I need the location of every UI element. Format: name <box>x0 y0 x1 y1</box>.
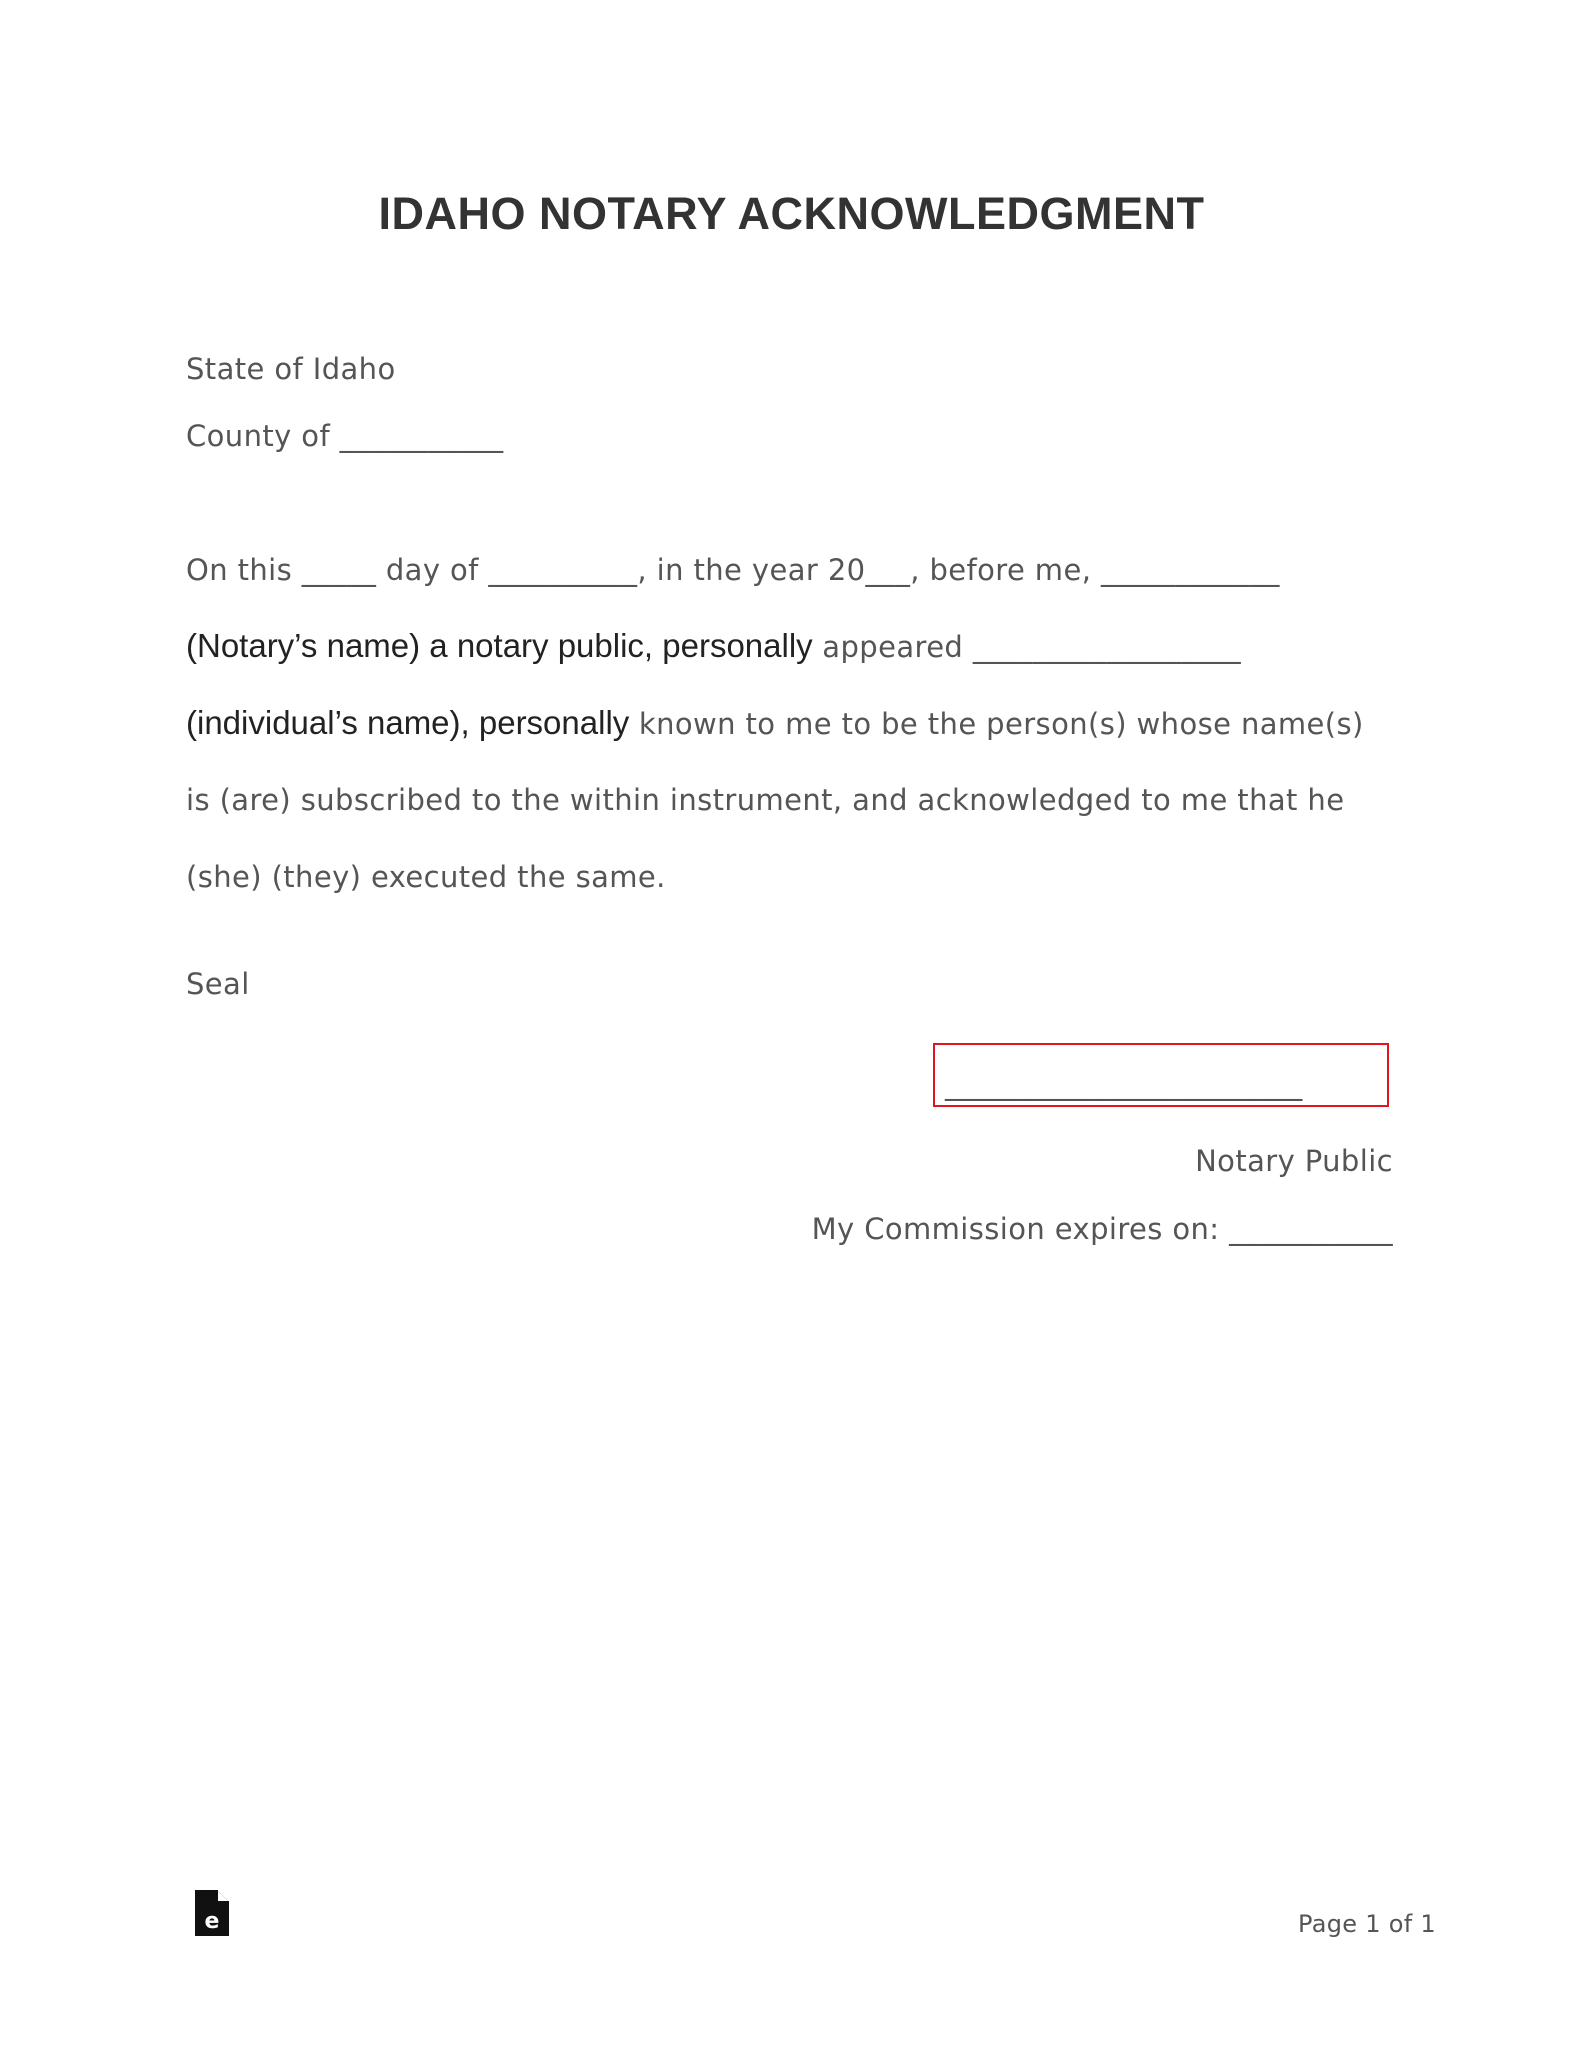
seal-label: Seal <box>186 967 250 1001</box>
appeared-text: appeared __________________ <box>812 630 1242 664</box>
state-line: State of Idaho <box>186 352 396 386</box>
body-line-4: is (are) subscribed to the within instrument, and acknowledged to me that he <box>186 783 1345 817</box>
commission-line: My Commission expires on: ___________ <box>811 1212 1393 1246</box>
eforms-logo-icon <box>193 1888 231 1938</box>
svg-text:e: e <box>204 1909 220 1934</box>
known-text: known to me to be the person(s) whose name(s) <box>629 707 1364 741</box>
body-line-3 <box>186 704 1364 742</box>
page-number: Page 1 of 1 <box>1298 1910 1436 1938</box>
body-line-1: On this _____ day of __________, in the year 20___, before me, ____________ <box>186 553 1280 587</box>
notary-name-label: (Notary’s name) a notary public, personally <box>186 627 813 664</box>
signature-field[interactable] <box>933 1043 1389 1107</box>
document-title: IDAHO NOTARY ACKNOWLEDGMENT <box>378 188 1205 239</box>
county-line: County of ___________ <box>186 419 504 453</box>
signature-line: ________________________ <box>945 1067 1303 1101</box>
body-line-2 <box>186 627 1241 665</box>
individual-name-label: (individual’s name), personally <box>186 704 630 741</box>
notary-public-label: Notary Public <box>1195 1144 1393 1178</box>
body-line-5: (she) (they) executed the same. <box>186 860 666 894</box>
